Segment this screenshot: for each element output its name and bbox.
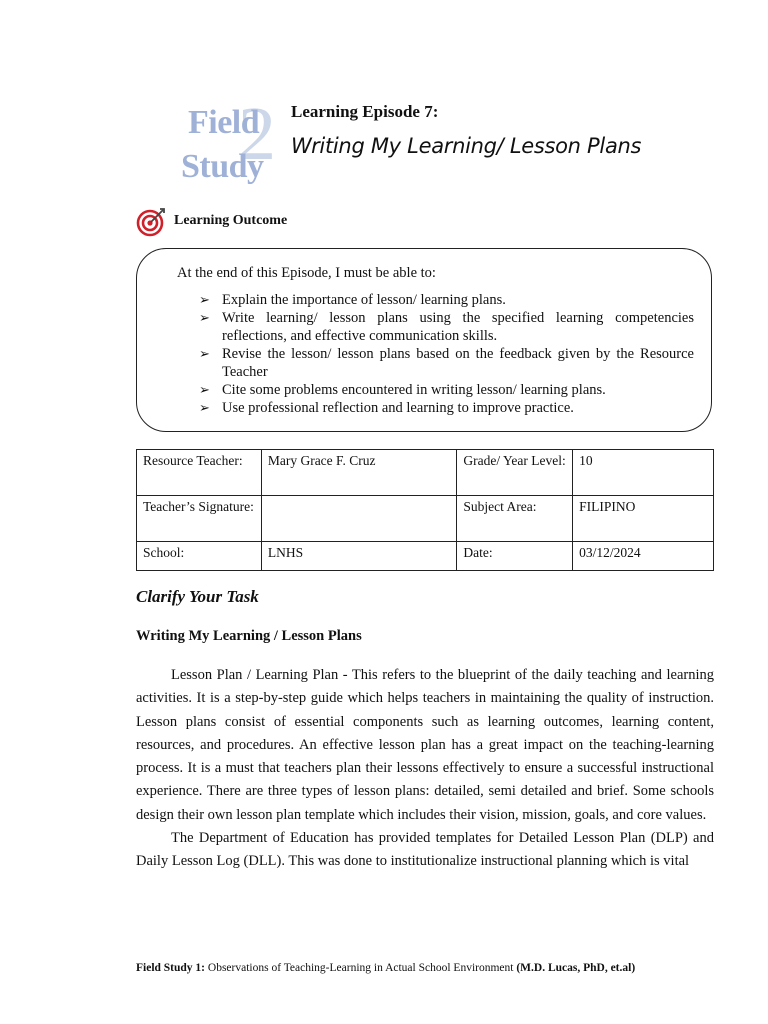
list-item: ➢ Write learning/ lesson plans using the specified learning competencies reflections, and effective communication skills.	[199, 310, 694, 344]
episode-label: Learning Episode 7:	[291, 102, 439, 121]
episode-title: Writing My Learning/ Lesson Plans	[291, 134, 642, 158]
footer-authors: (M.D. Lucas, PhD, et.al)	[516, 962, 636, 974]
list-item: ➢ Use professional reflection and learning to improve practice.	[199, 400, 574, 416]
table-cell: School:	[137, 542, 262, 571]
footer-text: Observations of Teaching-Learning in Actual School Environment	[205, 962, 517, 974]
arrow-bullet-icon: ➢	[199, 382, 210, 397]
arrow-bullet-icon: ➢	[199, 310, 210, 325]
table-cell: FILIPINO	[573, 496, 714, 542]
table-cell: Date:	[457, 542, 573, 571]
table-cell: Grade/ Year Level:	[457, 450, 573, 496]
arrow-bullet-icon: ➢	[199, 346, 210, 361]
learning-outcome-label: Learning Outcome	[174, 213, 288, 228]
table-row	[137, 450, 714, 496]
logo-word-field: Field	[188, 104, 260, 141]
logo-number: 2	[238, 92, 276, 176]
logo-word-study: Study	[181, 148, 264, 185]
table-cell: Resource Teacher:	[137, 450, 262, 496]
page-footer	[136, 962, 635, 974]
target-icon	[136, 207, 166, 237]
paragraph: The Department of Education has provided templates for Detailed Lesson Plan (DLP) and Daily Lesson Log (DLL). This was done to institutionalize instructional planning which is vital	[136, 830, 714, 870]
field-study-logo	[176, 92, 286, 190]
list-item: ➢ Cite some problems encountered in writing lesson/ learning plans.	[199, 382, 606, 398]
learning-outcome-box	[136, 248, 712, 432]
section-subheading: Writing My Learning / Lesson Plans	[136, 628, 362, 644]
table-cell: 03/12/2024	[573, 542, 714, 571]
arrow-bullet-icon: ➢	[199, 400, 210, 415]
table-cell: LNHS	[261, 542, 457, 571]
arrow-bullet-icon: ➢	[199, 292, 210, 307]
table-cell	[261, 496, 457, 542]
table-cell: Mary Grace F. Cruz	[261, 450, 457, 496]
body-text	[136, 664, 714, 874]
info-table	[136, 449, 714, 571]
table-cell: Subject Area:	[457, 496, 573, 542]
outcome-intro: At the end of this Episode, I must be able to:	[177, 265, 436, 281]
outcome-list	[199, 291, 694, 417]
footer-label: Field Study 1:	[136, 962, 206, 974]
table-cell: Teacher’s Signature:	[137, 496, 262, 542]
list-item: ➢ Revise the lesson/ lesson plans based on the feedback given by the Resource Teacher	[199, 346, 694, 380]
paragraph: Lesson Plan / Learning Plan - This refers to the blueprint of the daily teaching and learning activities. It is a step-by-step guide which helps teachers in maintaining the quality of instruction. Lesson plans consist of essential components such as learning outcomes, learning content, resources, and procedures. An effective lesson plan has a great impact on the teaching-learning process. It is a must that teachers plan their lessons effectively to ensure a successful instructional experience. There are three types of lesson plans: detailed, semi detailed and brief. Some schools design their own lesson plan template which includes their vision, mission, goals, and core values.	[136, 667, 714, 823]
list-item: ➢ Explain the importance of lesson/ learning plans.	[199, 292, 506, 308]
table-row	[137, 542, 714, 571]
table-row	[137, 496, 714, 542]
section-heading: Clarify Your Task	[136, 587, 259, 606]
table-cell: 10	[573, 450, 714, 496]
